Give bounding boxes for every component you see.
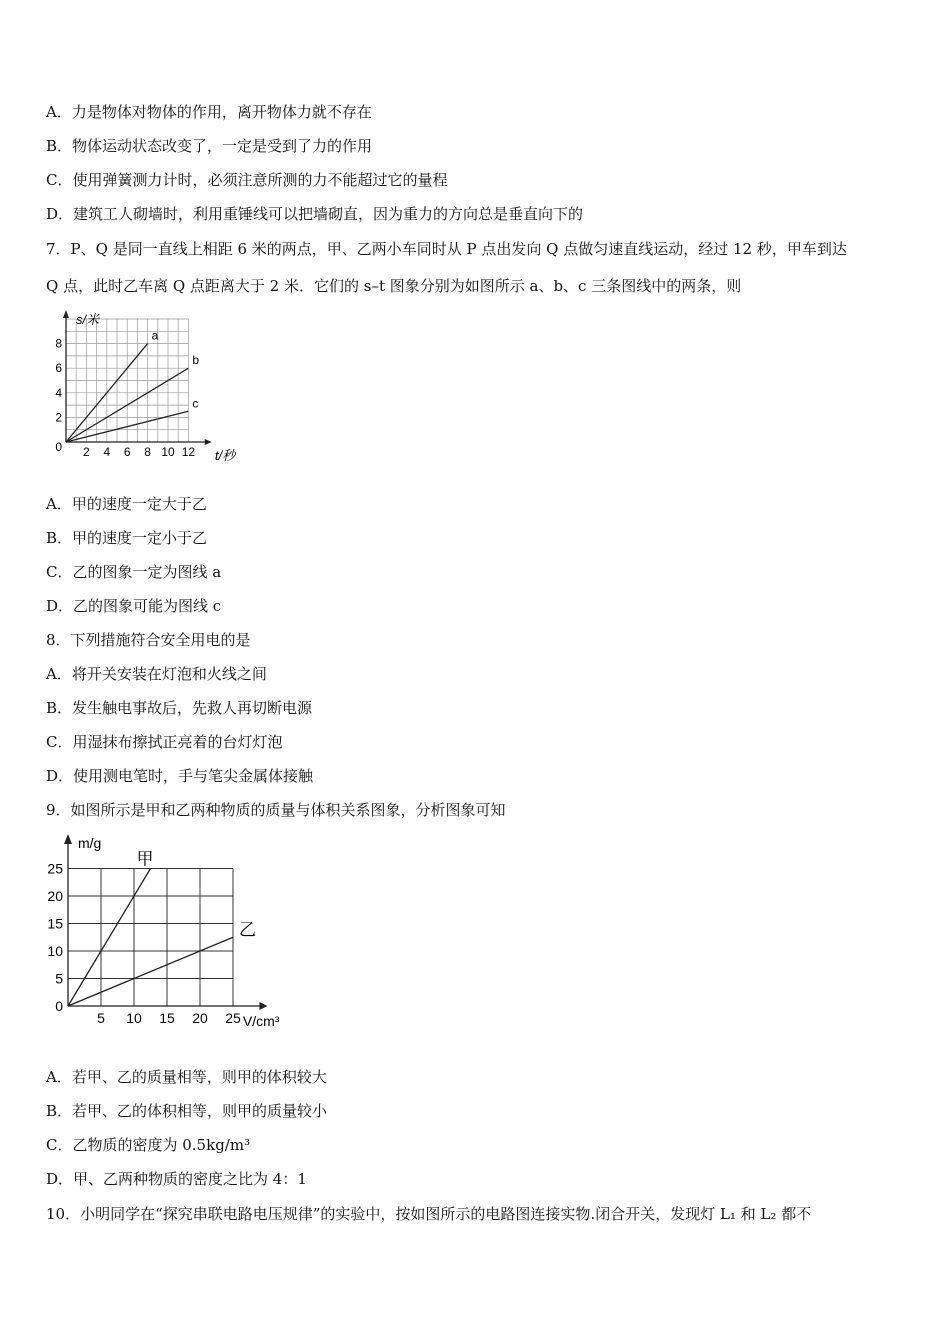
q8-option-d: D．使用测电笔时，手与笔尖金属体接触: [46, 767, 314, 785]
q7-stem-line2: Q 点，此时乙车离 Q 点距离大于 2 米．它们的 s–t 图象分别为如图所示 a、b、c 三条图线中的两条，则: [46, 277, 742, 295]
st-graph: [52, 306, 262, 468]
q8-option-b: B．发生触电事故后，先救人再切断电源: [46, 699, 313, 717]
series-line-jia: [68, 869, 151, 1007]
y-tick-label: 4: [55, 385, 62, 400]
series-label-b: b: [192, 353, 200, 368]
x-axis-arrow: [259, 1002, 267, 1010]
mass-volume-graph: [44, 828, 294, 1038]
q7-stem-line1: 7．P、Q 是同一直线上相距 6 米的两点，甲、乙两小车同时从 P 点出发向 Q 点做匀速直线运动，经过 12 秒，甲车到达: [46, 240, 847, 258]
x-tick-label: 2: [83, 445, 90, 459]
x-tick-label: 8: [144, 445, 151, 459]
y-axis-arrow: [64, 834, 72, 844]
x-tick-label: 10: [161, 445, 175, 459]
x-tick-label: 12: [181, 445, 196, 459]
series-label-a: a: [151, 328, 159, 343]
y-tick-label: 20: [47, 888, 63, 904]
x-tick-label: 6: [123, 445, 131, 459]
series-line-yi: [68, 937, 233, 1006]
series-label-yi: 乙: [239, 920, 256, 940]
q8-option-a: A．将开关安装在灯泡和火线之间: [46, 665, 267, 683]
q7-option-b: B．甲的速度一定小于乙: [46, 529, 208, 547]
series-label-jia: 甲: [136, 849, 154, 869]
y-tick-label: 2: [55, 410, 62, 425]
q9-option-d: D．甲、乙两种物质的密度之比为 4：1: [46, 1170, 307, 1188]
x-tick-label: 15: [159, 1010, 175, 1026]
q7-option-c: C．乙的图象一定为图线 a: [46, 563, 222, 581]
q8-stem: 8．下列措施符合安全用电的是: [46, 631, 251, 649]
q9-option-a: A．若甲、乙的质量相等，则甲的体积较大: [46, 1068, 327, 1086]
x-tick-label: 10: [126, 1010, 142, 1026]
y-axis-label: s/米: [76, 312, 100, 327]
x-tick-label: 4: [103, 445, 111, 459]
x-axis-arrow: [205, 439, 212, 445]
q6-option-c: C．使用弹簧测力计时，必须注意所测的力不能超过它的量程: [46, 171, 448, 189]
y-axis-label: m/g: [78, 835, 102, 851]
q6-option-d: D．建筑工人砌墙时，利用重锤线可以把墙砌直，因为重力的方向总是垂直向下的: [46, 205, 584, 223]
q6-option-b: B．物体运动状态改变了，一定是受到了力的作用: [46, 137, 373, 155]
y-tick-label: 15: [47, 915, 63, 932]
q7-option-a: A．甲的速度一定大于乙: [46, 495, 207, 513]
y-axis-arrow: [63, 310, 69, 318]
q9-option-b: B．若甲、乙的体积相等，则甲的质量较小: [46, 1102, 328, 1120]
x-axis-label: V/cm³: [242, 1013, 280, 1029]
q10-stem: 10．小明同学在“探究串联电路电压规律”的实验中，按如图所示的电路图连接实物.闭合开关，发现灯 L₁ 和 L₂ 都不: [46, 1205, 812, 1223]
y-tick-label: 8: [55, 336, 62, 351]
q8-option-c: C．用湿抹布擦拭正亮着的台灯灯泡: [46, 733, 283, 751]
x-axis-label: t/秒: [214, 448, 236, 463]
x-tick-label: 25: [225, 1010, 241, 1026]
q9-option-c: C．乙物质的密度为 0.5kg/m³: [46, 1136, 251, 1154]
y-tick-label: 5: [55, 970, 63, 987]
series-label-c: c: [192, 396, 199, 411]
origin-label: 0: [55, 998, 63, 1014]
x-tick-label: 20: [192, 1010, 208, 1026]
origin-label: 0: [55, 440, 62, 454]
y-tick-label: 6: [55, 361, 62, 376]
y-tick-label: 25: [47, 860, 63, 877]
q9-stem: 9．如图所示是甲和乙两种物质的质量与体积关系图象，分析图象可知: [46, 801, 506, 819]
y-tick-label: 10: [47, 943, 63, 959]
q6-option-a: A．力是物体对物体的作用，离开物体力就不存在: [46, 103, 372, 121]
x-tick-label: 5: [97, 1010, 105, 1026]
q7-option-d: D．乙的图象可能为图线 c: [46, 597, 222, 615]
